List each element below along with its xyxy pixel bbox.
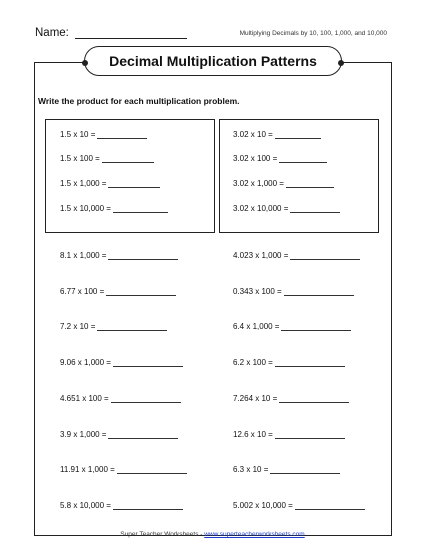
answer-line[interactable] xyxy=(108,251,178,260)
problem-text: 3.02 x 100 = xyxy=(233,154,278,163)
problem-text: 9.06 x 1,000 = xyxy=(60,358,111,367)
problem-right xyxy=(233,251,360,260)
answer-line[interactable] xyxy=(106,287,176,296)
footer-link[interactable]: www.superteacherworksheets.com xyxy=(204,531,305,538)
problem-right xyxy=(233,322,351,331)
answer-line[interactable] xyxy=(290,204,340,213)
problem-right xyxy=(233,394,349,403)
problem-left xyxy=(60,358,183,367)
footer xyxy=(0,531,425,538)
problem-left xyxy=(60,394,181,403)
problem-left xyxy=(60,465,187,474)
problem-text: 7.2 x 10 = xyxy=(60,322,96,331)
answer-line[interactable] xyxy=(290,251,360,260)
problem-text: 8.1 x 1,000 = xyxy=(60,251,107,260)
answer-line[interactable] xyxy=(275,358,345,367)
worksheet-subtitle: Multiplying Decimals by 10, 100, 1,000, and 10,000 xyxy=(239,30,387,37)
name-input-line[interactable] xyxy=(75,27,187,39)
example-problem-right xyxy=(233,130,321,139)
problem-left xyxy=(60,430,178,439)
problem-text: 4.651 x 100 = xyxy=(60,394,109,403)
problem-right xyxy=(233,430,345,439)
example-problem-left xyxy=(60,204,168,213)
problem-text: 3.02 x 10 = xyxy=(233,130,273,139)
answer-line[interactable] xyxy=(279,154,327,163)
answer-line[interactable] xyxy=(102,154,154,163)
problem-left xyxy=(60,287,176,296)
answer-line[interactable] xyxy=(97,130,147,139)
answer-line[interactable] xyxy=(275,130,321,139)
problem-text: 1.5 x 100 = xyxy=(60,154,100,163)
problem-left xyxy=(60,501,183,510)
problem-text: 6.77 x 100 = xyxy=(60,287,105,296)
answer-line[interactable] xyxy=(108,430,178,439)
answer-line[interactable] xyxy=(275,430,345,439)
problem-text: 4.023 x 1,000 = xyxy=(233,251,289,260)
name-row xyxy=(35,27,187,39)
problem-text: 3.02 x 10,000 = xyxy=(233,204,289,213)
example-problem-left xyxy=(60,130,147,139)
instructions: Write the product for each multiplication problem. xyxy=(38,96,240,106)
answer-line[interactable] xyxy=(295,501,365,510)
problem-text: 1.5 x 10 = xyxy=(60,130,96,139)
worksheet-title: Decimal Multiplication Patterns xyxy=(84,46,342,76)
problem-text: 5.002 x 10,000 = xyxy=(233,501,293,510)
problem-text: 1.5 x 1,000 = xyxy=(60,179,107,188)
answer-line[interactable] xyxy=(111,394,181,403)
problem-right xyxy=(233,501,365,510)
problem-text: 6.2 x 100 = xyxy=(233,358,273,367)
name-label: Name: xyxy=(35,27,69,39)
answer-line[interactable] xyxy=(279,394,349,403)
answer-line[interactable] xyxy=(113,204,168,213)
example-problem-right xyxy=(233,204,340,213)
problem-text: 5.8 x 10,000 = xyxy=(60,501,111,510)
example-problem-right xyxy=(233,179,334,188)
problem-left xyxy=(60,251,178,260)
problem-text: 0.343 x 100 = xyxy=(233,287,282,296)
problem-text: 12.6 x 10 = xyxy=(233,430,273,439)
answer-line[interactable] xyxy=(286,179,334,188)
example-problem-left xyxy=(60,179,160,188)
answer-line[interactable] xyxy=(108,179,160,188)
answer-line[interactable] xyxy=(113,358,183,367)
answer-line[interactable] xyxy=(117,465,187,474)
answer-line[interactable] xyxy=(97,322,167,331)
problem-right xyxy=(233,287,354,296)
answer-line[interactable] xyxy=(113,501,183,510)
problem-text: 1.5 x 10,000 = xyxy=(60,204,111,213)
problem-text: 11.91 x 1,000 = xyxy=(60,465,115,474)
problem-text: 6.4 x 1,000 = xyxy=(233,322,280,331)
problem-text: 6.3 x 10 = xyxy=(233,465,269,474)
problem-text: 3.02 x 1,000 = xyxy=(233,179,284,188)
problem-right xyxy=(233,465,340,474)
problem-text: 3.9 x 1,000 = xyxy=(60,430,107,439)
example-problem-left xyxy=(60,154,154,163)
problem-right xyxy=(233,358,345,367)
answer-line[interactable] xyxy=(284,287,354,296)
problem-left xyxy=(60,322,167,331)
problem-text: 7.264 x 10 = xyxy=(233,394,278,403)
footer-credit: Super Teacher Worksheets - xyxy=(120,531,205,538)
answer-line[interactable] xyxy=(281,322,351,331)
example-problem-right xyxy=(233,154,327,163)
answer-line[interactable] xyxy=(270,465,340,474)
